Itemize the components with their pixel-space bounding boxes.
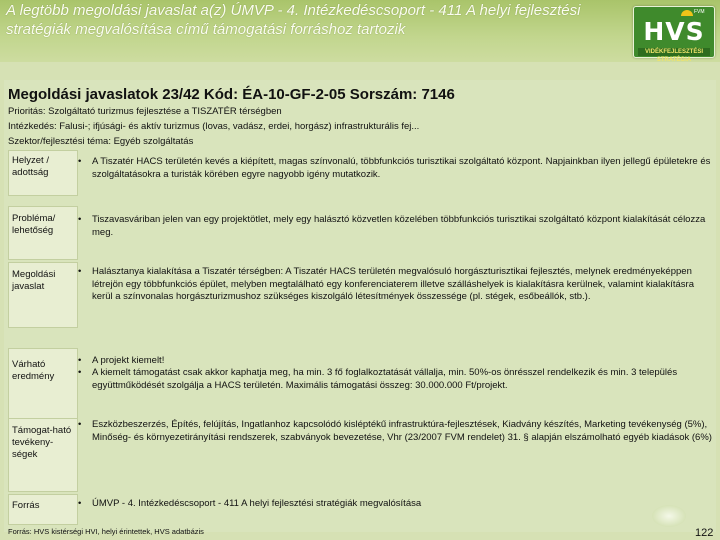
row-text: Tiszavasváriban jelen van egy projektötlet, mely egy halásztó közvetlen közelében többfunkciós turisztikai szolgáltató központ kialakítását célozza meg. — [92, 214, 706, 238]
row-label-tamogathato: Támogat-ható tevékeny-ségek — [8, 418, 78, 492]
measure-line: Intézkedés: Falusi-; ifjúsági- és aktív turizmus (lovas, vadász, erdei, horgász) infrastrukturális fej... — [8, 121, 420, 132]
bullet: • — [78, 156, 82, 167]
logo-small-text: FVM — [694, 9, 705, 15]
bullet: • — [78, 214, 82, 225]
row-content-forras — [78, 498, 712, 512]
row-content-megoldasi — [78, 266, 712, 318]
footer-emblem — [652, 505, 686, 527]
row-content-tamogathato — [78, 419, 712, 459]
row-text: A Tiszatér HACS területén kevés a kiépített, magas színvonalú, többfunkciós turisztikai szolgáltató központ. Napjainkban ilyen jellegű épületekre és szolgáltatásokra a turisták körében egyre nagyobb igény mutatkozik. — [92, 156, 711, 180]
bullet: • — [78, 266, 82, 277]
page-number: 122 — [695, 527, 714, 539]
row-label-forras: Forrás — [8, 494, 78, 525]
bullet: • — [78, 367, 82, 378]
logo-text: HVS — [643, 17, 705, 46]
hvs-logo — [633, 6, 715, 63]
row-label-eredmeny: Várható eredmény — [8, 348, 78, 428]
footer-source: Forrás: HVS kistérségi HVI, helyi érintettek, HVS adatbázis — [8, 527, 204, 536]
row-label-problema: Probléma/ lehetőség — [8, 206, 78, 260]
bullet: • — [78, 355, 82, 366]
row-content-problema — [78, 214, 712, 244]
row-text: A kiemelt támogatást csak akkor kaphatja meg, ha min. 3 fő foglalkoztatását vállalja, min. 50%-os önrésszel rendelkezik és min. 3 település együttműködését szolgálja a HACS területén. Maximális támogatási összeg: 30.000.000 Ft/projekt. — [92, 367, 678, 391]
row-label-helyzet: Helyzet / adottság — [8, 150, 78, 196]
row-content-eredmeny-2 — [78, 367, 712, 395]
section-title: Megoldási javaslatok 23/42 Kód: ÉA-10-GF-2-05 Sorszám: 7146 — [8, 86, 455, 103]
logo-subtitle: VIDÉKFEJLESZTÉSI STRATÉGIA — [638, 48, 710, 56]
bullet: • — [78, 498, 82, 509]
row-text: A projekt kiemelt! — [92, 355, 165, 366]
row-content-helyzet — [78, 156, 712, 186]
sector-line: Szektor/fejlesztési téma: Egyéb szolgáltatás — [8, 136, 194, 147]
page-title: A legtöbb megoldási javaslat a(z) ÚMVP - 4. Intézkedéscsoport - 411 A helyi fejlesztési stratégiák megvalósítása című támogatási forráshoz tartozik — [6, 2, 581, 38]
row-text: Eszközbeszerzés, Építés, felújítás, Ingatlanhoz kapcsolódó kisléptékű infrastruktúra-fejlesztések, Kiadvány készítés, Marketing tevékenység (5%), Minőség- és környezetirányítási rendszerek, szabványok bevezetése, Vhr (23/2007 FVM rendelet) 31. § alapján elszámolható egyéb kiadások (6%) — [92, 419, 712, 443]
row-label-megoldasi: Megoldási javaslat — [8, 262, 78, 328]
priority-line: Prioritás: Szolgáltató turizmus fejlesztése a TISZATÉR térségben — [8, 106, 282, 117]
row-text: ÚMVP - 4. Intézkedéscsoport - 411 A helyi fejlesztési stratégiák megvalósítása — [92, 498, 422, 509]
sun-icon — [681, 10, 693, 16]
row-text: Halásztanya kialakítása a Tiszatér térségben: A Tiszatér HACS területén megvalósuló horgászturisztikai fejlesztés, melynek eredményeképpen létrejön egy többfunkciós épület, melyben megtalálható egy konferenciaterem illetve szálláshelyek is kialakításra kerülnek, valamint kialakításra kerül a színvonalas horgászturizmushoz szükséges kiszolgáló létesítmények összessége (pl. stégek, esőbeállók, stb.). — [92, 266, 694, 302]
bullet: • — [78, 419, 82, 430]
